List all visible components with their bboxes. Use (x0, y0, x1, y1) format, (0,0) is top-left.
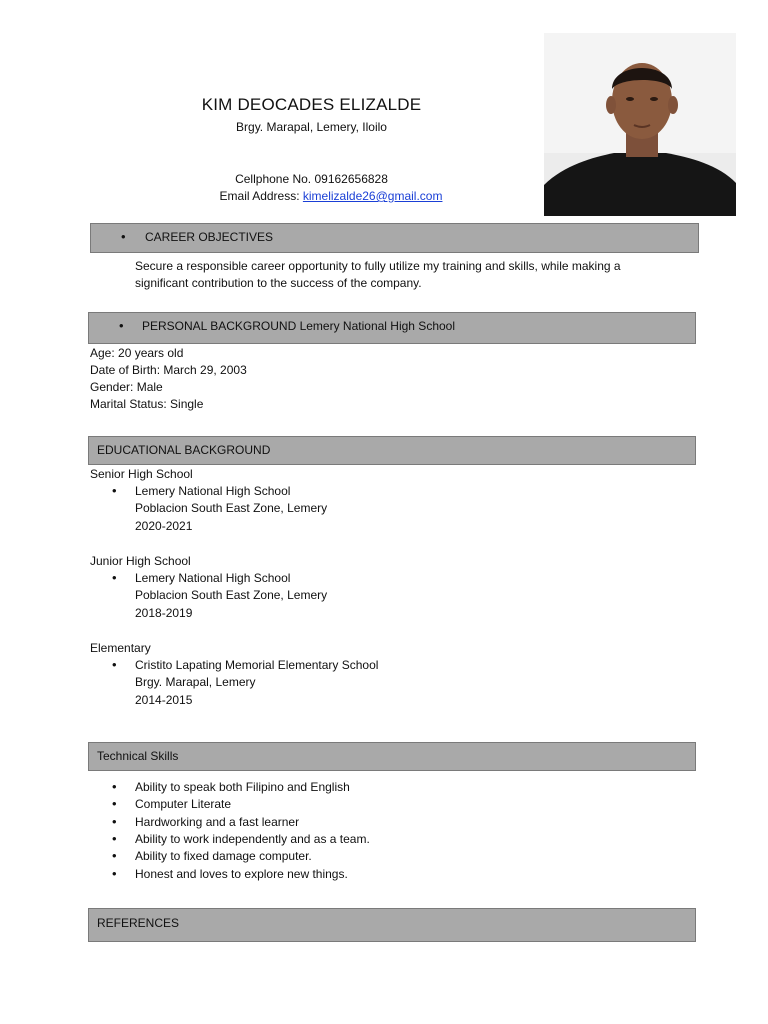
bullet-icon: • (112, 796, 117, 811)
education-address: Poblacion South East Zone, Lemery (135, 501, 328, 515)
education-level: Elementary (90, 641, 151, 655)
bullet-icon: • (112, 483, 117, 498)
education-years: 2014-2015 (135, 693, 193, 707)
bullet-icon: • (112, 814, 117, 829)
career-objective-line: significant contribution to the success of the company. (135, 276, 422, 290)
skill-item: Ability to fixed damage computer. (135, 849, 312, 863)
technical-skills-heading: Technical Skills (97, 749, 179, 763)
education-level: Junior High School (90, 554, 191, 568)
applicant-name: KIM DEOCADES ELIZALDE (201, 95, 422, 114)
education-years: 2018-2019 (135, 606, 193, 620)
education-address: Brgy. Marapal, Lemery (135, 675, 256, 689)
bullet-icon: • (112, 831, 117, 846)
educational-background-heading: EDUCATIONAL BACKGROUND (97, 443, 271, 457)
skill-item: Ability to work independently and as a team. (135, 832, 370, 846)
bullet-icon: • (112, 570, 117, 585)
email-link[interactable]: kimelizalde26@gmail.com (302, 189, 443, 203)
cellphone-line: Cellphone No. 09162656828 (235, 172, 388, 186)
personal-marital-status: Marital Status: Single (90, 397, 204, 411)
education-years: 2020-2021 (135, 519, 193, 533)
personal-age: Age: 20 years old (90, 346, 184, 360)
educational-background-bar (88, 436, 696, 465)
skill-item: Hardworking and a fast learner (135, 815, 300, 829)
personal-background-bar (88, 312, 696, 344)
bullet-icon: • (121, 229, 126, 244)
bullet-icon: • (119, 318, 124, 333)
education-school: Cristito Lapating Memorial Elementary School (135, 658, 379, 672)
references-bar (88, 908, 696, 942)
education-level: Senior High School (90, 467, 193, 481)
bullet-icon: • (112, 779, 117, 794)
address-line: Brgy. Marapal, Lemery, Iloilo (236, 120, 387, 134)
email-label: Email Address: (219, 189, 303, 203)
skill-item: Ability to speak both Filipino and English (135, 780, 350, 794)
bullet-icon: • (112, 848, 117, 863)
career-objectives-heading: CAREER OBJECTIVES (145, 230, 274, 244)
bullet-icon: • (112, 866, 117, 881)
references-heading: REFERENCES (97, 916, 180, 930)
technical-skills-bar (88, 742, 696, 771)
personal-background-heading: PERSONAL BACKGROUND Lemery National High School (142, 319, 456, 333)
skill-item: Honest and loves to explore new things. (135, 867, 348, 881)
career-objective-line: Secure a responsible career opportunity to fully utilize my training and skills, while making a (135, 259, 621, 273)
personal-birthdate: Date of Birth: March 29, 2003 (90, 363, 247, 377)
bullet-icon: • (112, 657, 117, 672)
skill-item: Computer Literate (135, 797, 232, 811)
education-school: Lemery National High School (135, 571, 291, 585)
personal-gender: Gender: Male (90, 380, 163, 394)
education-address: Poblacion South East Zone, Lemery (135, 588, 328, 602)
profile-photo (544, 33, 736, 216)
person-portrait-image (544, 33, 736, 216)
education-school: Lemery National High School (135, 484, 291, 498)
career-objectives-bar (90, 223, 699, 253)
